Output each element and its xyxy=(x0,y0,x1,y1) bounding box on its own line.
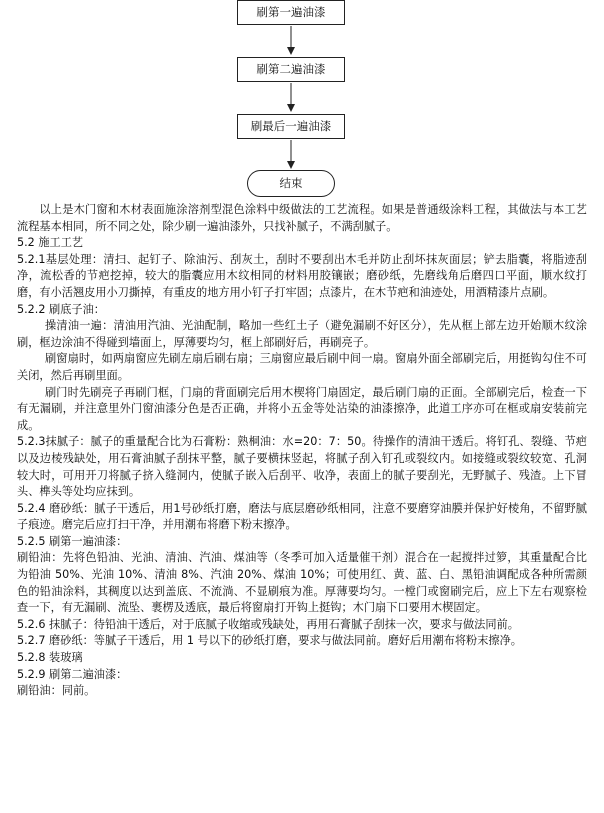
heading-5-2-8: 5.2.8 装玻璃 xyxy=(17,651,83,665)
section-heading-5-2: 5.2 施工工艺 xyxy=(17,236,84,250)
paragraph-5-2-6: 5.2.6 抹腻子：待铅油干透后，对于底腻子收缩或残缺处，再用石膏腻子刮抹一次，要求与做法同前。 xyxy=(17,617,519,631)
heading-5-2-2: 5.2.2 刷底子油： xyxy=(17,302,105,316)
paragraph-5-2-2-c: 刷门时先刷亮子再刷门框，门扇的背面刷完后用木楔将门扇固定，最后刷门扇的正面。全部刷完后，检查一下有无漏刷，并注意里外门窗油漆分色是否正确，并将小五金等处沾染的油漆擦净，此道工序亦可在框或扇安装前完成。 xyxy=(17,385,587,432)
intro-paragraph: 以上是木门窗和木材表面施涂溶剂型混色涂料中级做法的工艺流程。如果是普通级涂料工程，其做法与本工艺流程基本相同，所不同之处，除少刷一遍油漆外，只找补腻子，不满刮腻子。 xyxy=(17,203,587,233)
flow-step-1: 刷第一遍油漆 xyxy=(237,0,345,25)
flow-step-2: 刷第二遍油漆 xyxy=(237,57,345,82)
paragraph-5-2-3: 5.2.3抹腻子：腻子的重量配合比为石膏粉：熟桐油：水=20：7：50。待操作的清油干透后。将钉孔、裂缝、节疤以及边棱残缺处，用石膏油腻子刮抹平整，腻子要横抹竖起，将腻子刮入钉孔或裂纹内。如接缝或裂纹较宽、孔洞较大时，可用开刀将腻子挤入缝洞内，使腻子嵌入后刮平、收净，表面上的腻子要刮光，无野腻子、残渣。上下冒头、榫头等处均应抹到。 xyxy=(17,435,587,499)
paragraph-5-2-1: 5.2.1基层处理：清扫、起钉子、除油污、刮灰土，刮时不要刮出木毛并防止刮坏抹灰面层；铲去脂囊，将脂迹刮净，流松香的节疤挖掉，较大的脂囊应用木纹相同的材料用胶镶嵌；磨砂纸，先磨线角后磨四口平面，顺水纹打磨，有小活翘皮用小刀撕掉，有重皮的地方用小钉子打牢固；点漆片，在木节疤和油迹处，用酒精漆片点刷。 xyxy=(17,252,587,299)
flow-step-3: 刷最后一遍油漆 xyxy=(237,114,345,139)
paragraph-5-2-5: 刷铅油：先将色铅油、光油、清油、汽油、煤油等（冬季可加入适量催干剂）混合在一起搅拌过箩，其重量配合比为铅油 50%、光油 10%、清油 8%、汽油 20%、煤油 10%；可使用红、黄、蓝、白、黑铅油调配成各种所需颜色的铅油涂料，其稠度以达到盖底、不流淌、不显刷痕为准。厚薄要均匀。一樘门或窗刷完后，应上下左右观察检查一下，有无漏刷、流坠、裹楞及透底，最后将窗扇打开钩上挺钩；木门扇下口要用木楔固定。 xyxy=(17,551,587,615)
flow-end: 结束 xyxy=(247,170,335,197)
paragraph-5-2-7: 5.2.7 磨砂纸：等腻子干透后，用 1 号以下的砂纸打磨，要求与做法同前。磨好后用潮布将粉末擦净。 xyxy=(17,634,522,648)
document-body xyxy=(17,202,587,700)
flow-arrows xyxy=(0,0,604,198)
paragraph-5-2-9: 刷铅油：同前。 xyxy=(17,684,96,698)
paragraph-5-2-2-b: 刷窗扇时，如两扇窗应先刷左扇后刷右扇；三扇窗应最后刷中间一扇。窗扇外面全部刷完后，用挺钩勾住不可关闭，然后再刷里面。 xyxy=(17,352,587,382)
flowchart xyxy=(0,0,604,198)
paragraph-5-2-4: 5.2.4 磨砂纸：腻子干透后，用1号砂纸打磨，磨法与底层磨砂纸相同，注意不要磨穿油膜并保护好棱角，不留野腻子痕迹。磨完后应打扫干净，并用潮布将磨下粉末擦净。 xyxy=(17,501,587,532)
heading-5-2-5: 5.2.5 刷第一遍油漆： xyxy=(17,534,128,548)
paragraph-5-2-2-a: 操清油一遍：清油用汽油、光油配制，略加一些红土子（避免漏刷不好区分），先从框上部左边开始顺木纹涂刷，框边涂油不得碰到墙面上，厚薄要均匀，框上部刷好后，再刷亮子。 xyxy=(17,319,587,349)
heading-5-2-9: 5.2.9 刷第二遍油漆： xyxy=(17,667,128,681)
